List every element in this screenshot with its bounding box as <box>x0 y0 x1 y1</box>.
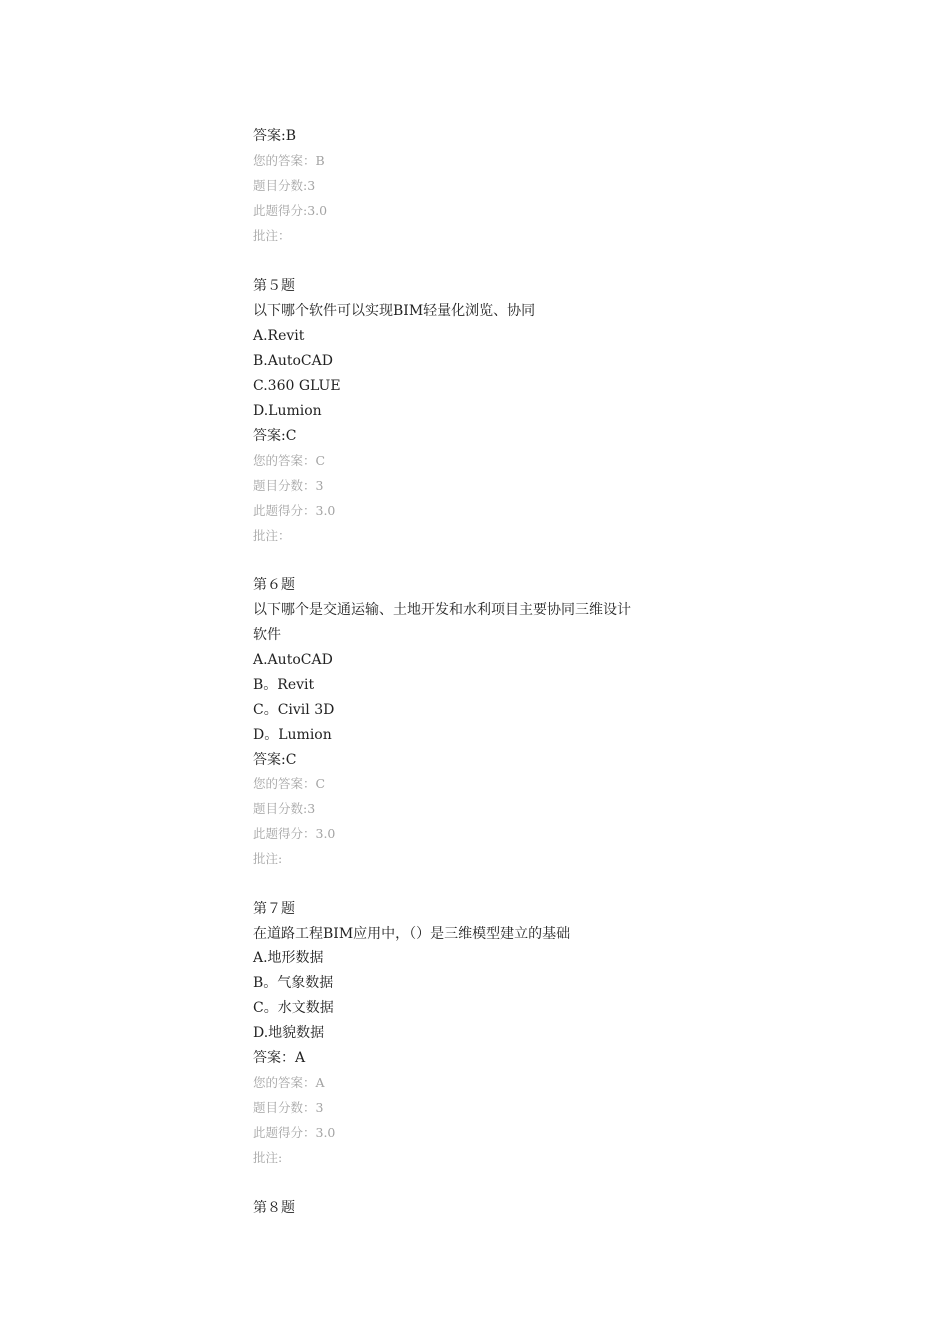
q7-score: 题目分数：3 <box>253 1100 324 1115</box>
q5-title: 第５题 <box>253 278 295 294</box>
q6-option-b: B。Revit <box>253 677 315 693</box>
q6-question-line2: 软件 <box>253 627 281 643</box>
q6-your-answer: 您的答案：C <box>253 776 326 791</box>
q5-option-a: A.Revit <box>253 328 305 344</box>
q4-answer: 答案:B <box>253 128 297 144</box>
q6-option-a: A.AutoCAD <box>253 652 333 668</box>
q7-option-b: B。气象数据 <box>253 975 334 991</box>
q7-question: 在道路工程BIM应用中，（）是三维模型建立的基础 <box>253 926 571 942</box>
q6-score: 题目分数:3 <box>253 801 316 816</box>
q7-earned: 此题得分：3.0 <box>253 1125 336 1140</box>
q4-your-answer: 您的答案：B <box>253 153 325 168</box>
q5-answer: 答案:C <box>253 428 297 444</box>
q6-option-d: D。Lumion <box>253 727 332 743</box>
q5-score: 题目分数：3 <box>253 478 324 493</box>
q6-title: 第６题 <box>253 577 295 593</box>
q6-answer: 答案:C <box>253 752 297 768</box>
q5-option-d: D.Lumion <box>253 403 322 419</box>
q7-option-c: C。水文数据 <box>253 1000 334 1016</box>
q5-option-b: B.AutoCAD <box>253 353 333 369</box>
q4-comment: 批注： <box>253 228 291 243</box>
q6-question-line1: 以下哪个是交通运输、土地开发和水利项目主要协同三维设计 <box>253 602 631 618</box>
q7-option-a: A.地形数据 <box>253 950 324 966</box>
q7-answer: 答案：A <box>253 1050 306 1066</box>
q6-option-c: C。Civil 3D <box>253 702 335 718</box>
q6-earned: 此题得分：3.0 <box>253 826 336 841</box>
q7-title: 第７题 <box>253 901 295 917</box>
q7-comment: 批注: <box>253 1150 283 1165</box>
q5-comment: 批注： <box>253 528 291 543</box>
q6-comment: 批注: <box>253 851 283 866</box>
q5-option-c: C.360 GLUE <box>253 378 341 394</box>
q4-score: 题目分数:3 <box>253 178 316 193</box>
q8-title: 第８题 <box>253 1200 295 1216</box>
q7-option-d: D.地貌数据 <box>253 1025 325 1041</box>
q5-earned: 此题得分：3.0 <box>253 503 336 518</box>
q5-question: 以下哪个软件可以实现BIM轻量化浏览、协同 <box>253 303 536 319</box>
q7-your-answer: 您的答案：A <box>253 1075 325 1090</box>
q5-your-answer: 您的答案：C <box>253 453 326 468</box>
q4-earned: 此题得分:3.0 <box>253 203 328 218</box>
